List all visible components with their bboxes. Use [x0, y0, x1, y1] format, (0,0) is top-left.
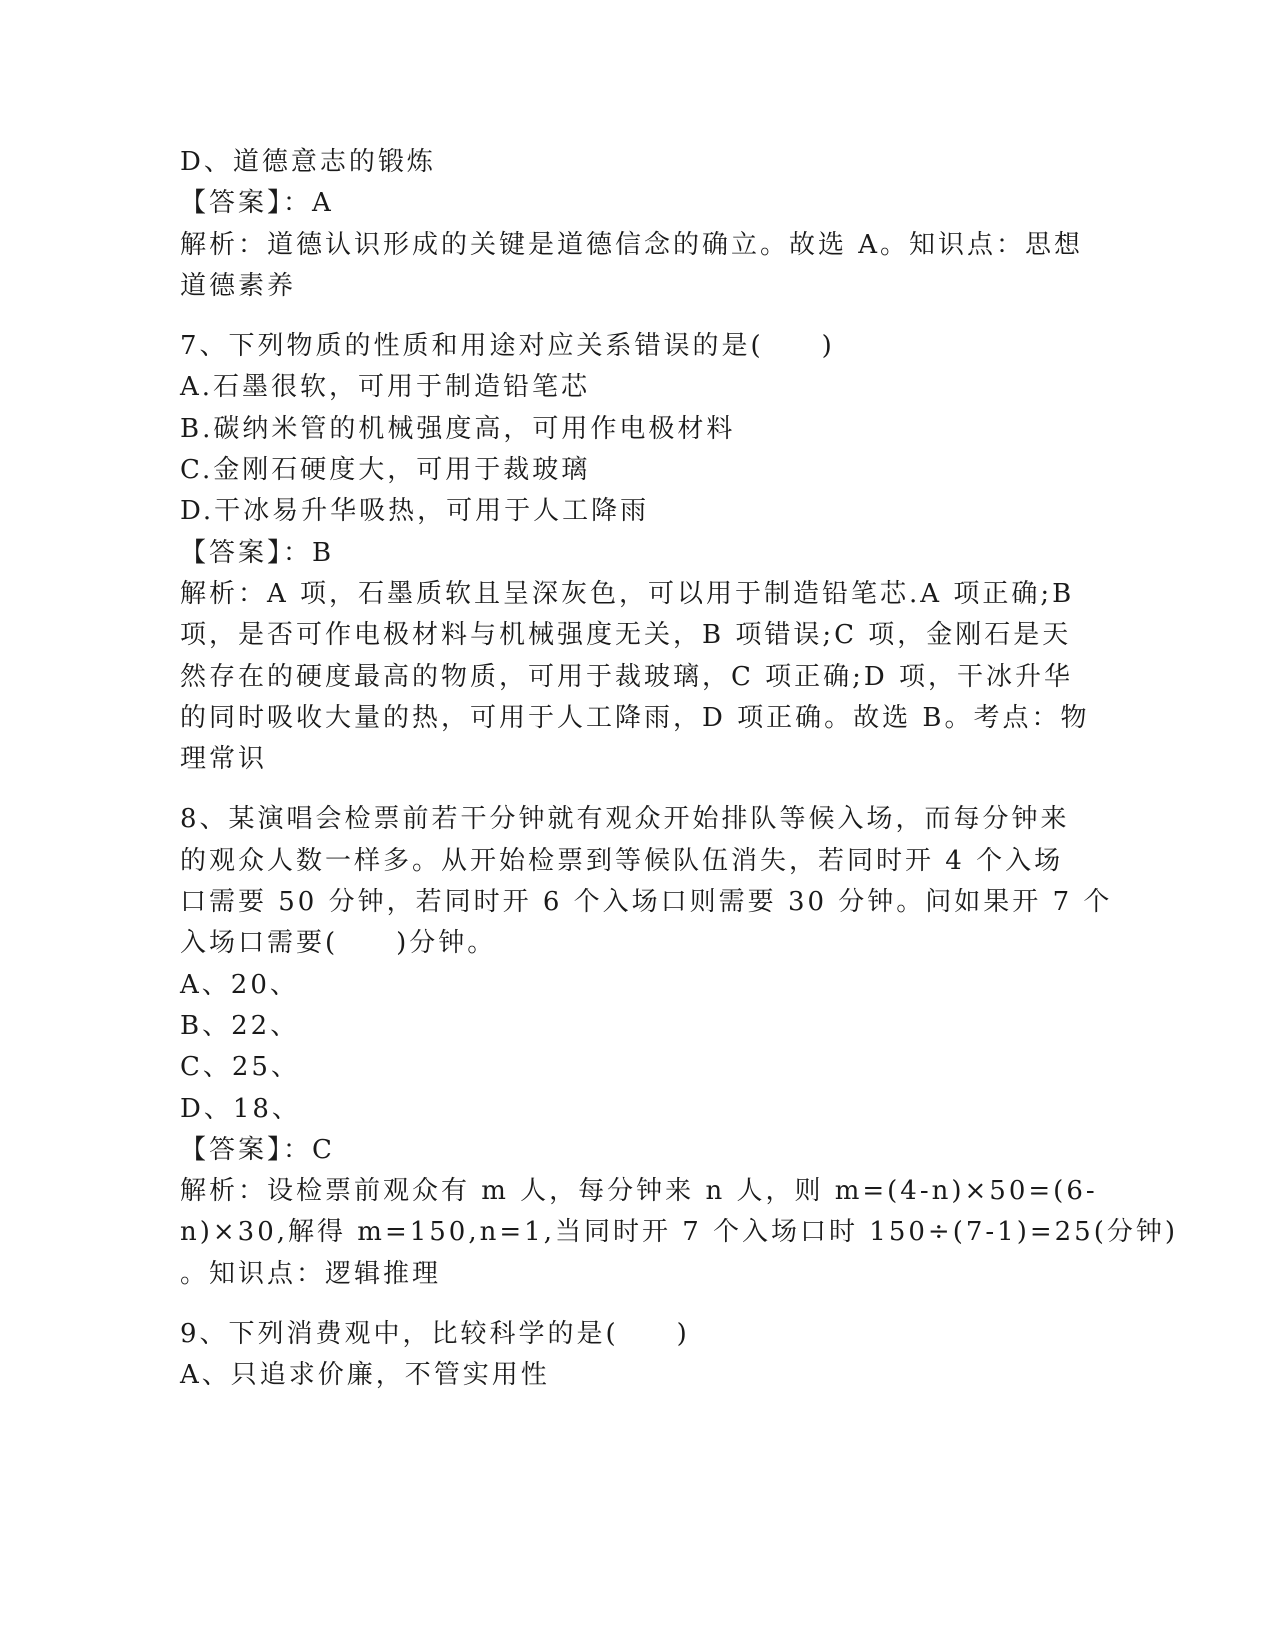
explanation-line: 道德素养: [180, 270, 297, 301]
block-gap: [180, 1295, 1060, 1314]
question-stem: 的观众人数一样多。从开始检票到等候队伍消失，若同时开 4 个入场: [180, 845, 1064, 876]
option-a: A.石墨很软，可用于制造铅笔芯: [180, 372, 591, 403]
answer-line: 【答案】：A: [180, 188, 334, 219]
question-6-tail: [180, 142, 1084, 307]
option-c: C、25、: [180, 1052, 300, 1083]
option-d: D、18、: [180, 1093, 301, 1124]
explanation-line: 然存在的硬度最高的物质，可用于裁玻璃，C 项正确;D 项，干冰升华: [180, 661, 1074, 692]
question-stem: 入场口需要( )分钟。: [180, 928, 497, 959]
question-8: [180, 799, 1179, 1295]
option-b: B、22、: [180, 1010, 300, 1041]
explanation-line: 的同时吸收大量的热，可用于人工降雨，D 项正确。故选 B。考点：物: [180, 702, 1090, 733]
question-stem: 口需要 50 分钟，若同时开 6 个入场口则需要 30 分钟。问如果开 7 个: [180, 887, 1113, 918]
option-c: C.金刚石硬度大，可用于裁玻璃: [180, 455, 591, 486]
explanation-line: 解析：A 项，石墨质软且呈深灰色，可以用于制造铅笔芯.A 项正确;B: [180, 578, 1075, 609]
option-d: D.干冰易升华吸热，可用于人工降雨: [180, 496, 650, 527]
question-9: [180, 1314, 1060, 1397]
option-a: A、只追求价廉，不管实用性: [180, 1360, 550, 1391]
block-gap: [180, 307, 1060, 326]
question-7: [180, 326, 1090, 780]
question-stem: 7、下列物质的性质和用途对应关系错误的是( ): [180, 331, 835, 362]
question-stem: 8、某演唱会检票前若干分钟就有观众开始排队等候入场，而每分钟来: [180, 804, 1070, 835]
option-b: B.碳纳米管的机械强度高，可用作电极材料: [180, 413, 736, 444]
block-gap: [180, 780, 1060, 799]
option-d: D、道德意志的锻炼: [180, 147, 436, 177]
explanation-line: 解析：道德认识形成的关键是道德信念的确立。故选 A。知识点：思想: [180, 229, 1084, 260]
answer-line: 【答案】：B: [180, 537, 335, 568]
explanation-line: 理常识: [180, 744, 268, 775]
explanation-line: n)×30,解得 m=150,n=1,当同时开 7 个入场口时 150÷(7-1)=25(分钟): [180, 1217, 1179, 1248]
explanation-line: 解析：设检票前观众有 m 人，每分钟来 n 人，则 m=(4-n)×50=(6-: [180, 1176, 1098, 1207]
explanation-line: 。知识点：逻辑推理: [180, 1258, 442, 1289]
option-a: A、20、: [180, 969, 299, 1000]
answer-line: 【答案】：C: [180, 1134, 335, 1165]
question-stem: 9、下列消费观中，比较科学的是( ): [180, 1319, 690, 1350]
document-body: [180, 142, 1179, 1397]
explanation-line: 项，是否可作电极材料与机械强度无关，B 项错误;C 项，金刚石是天: [180, 620, 1072, 651]
